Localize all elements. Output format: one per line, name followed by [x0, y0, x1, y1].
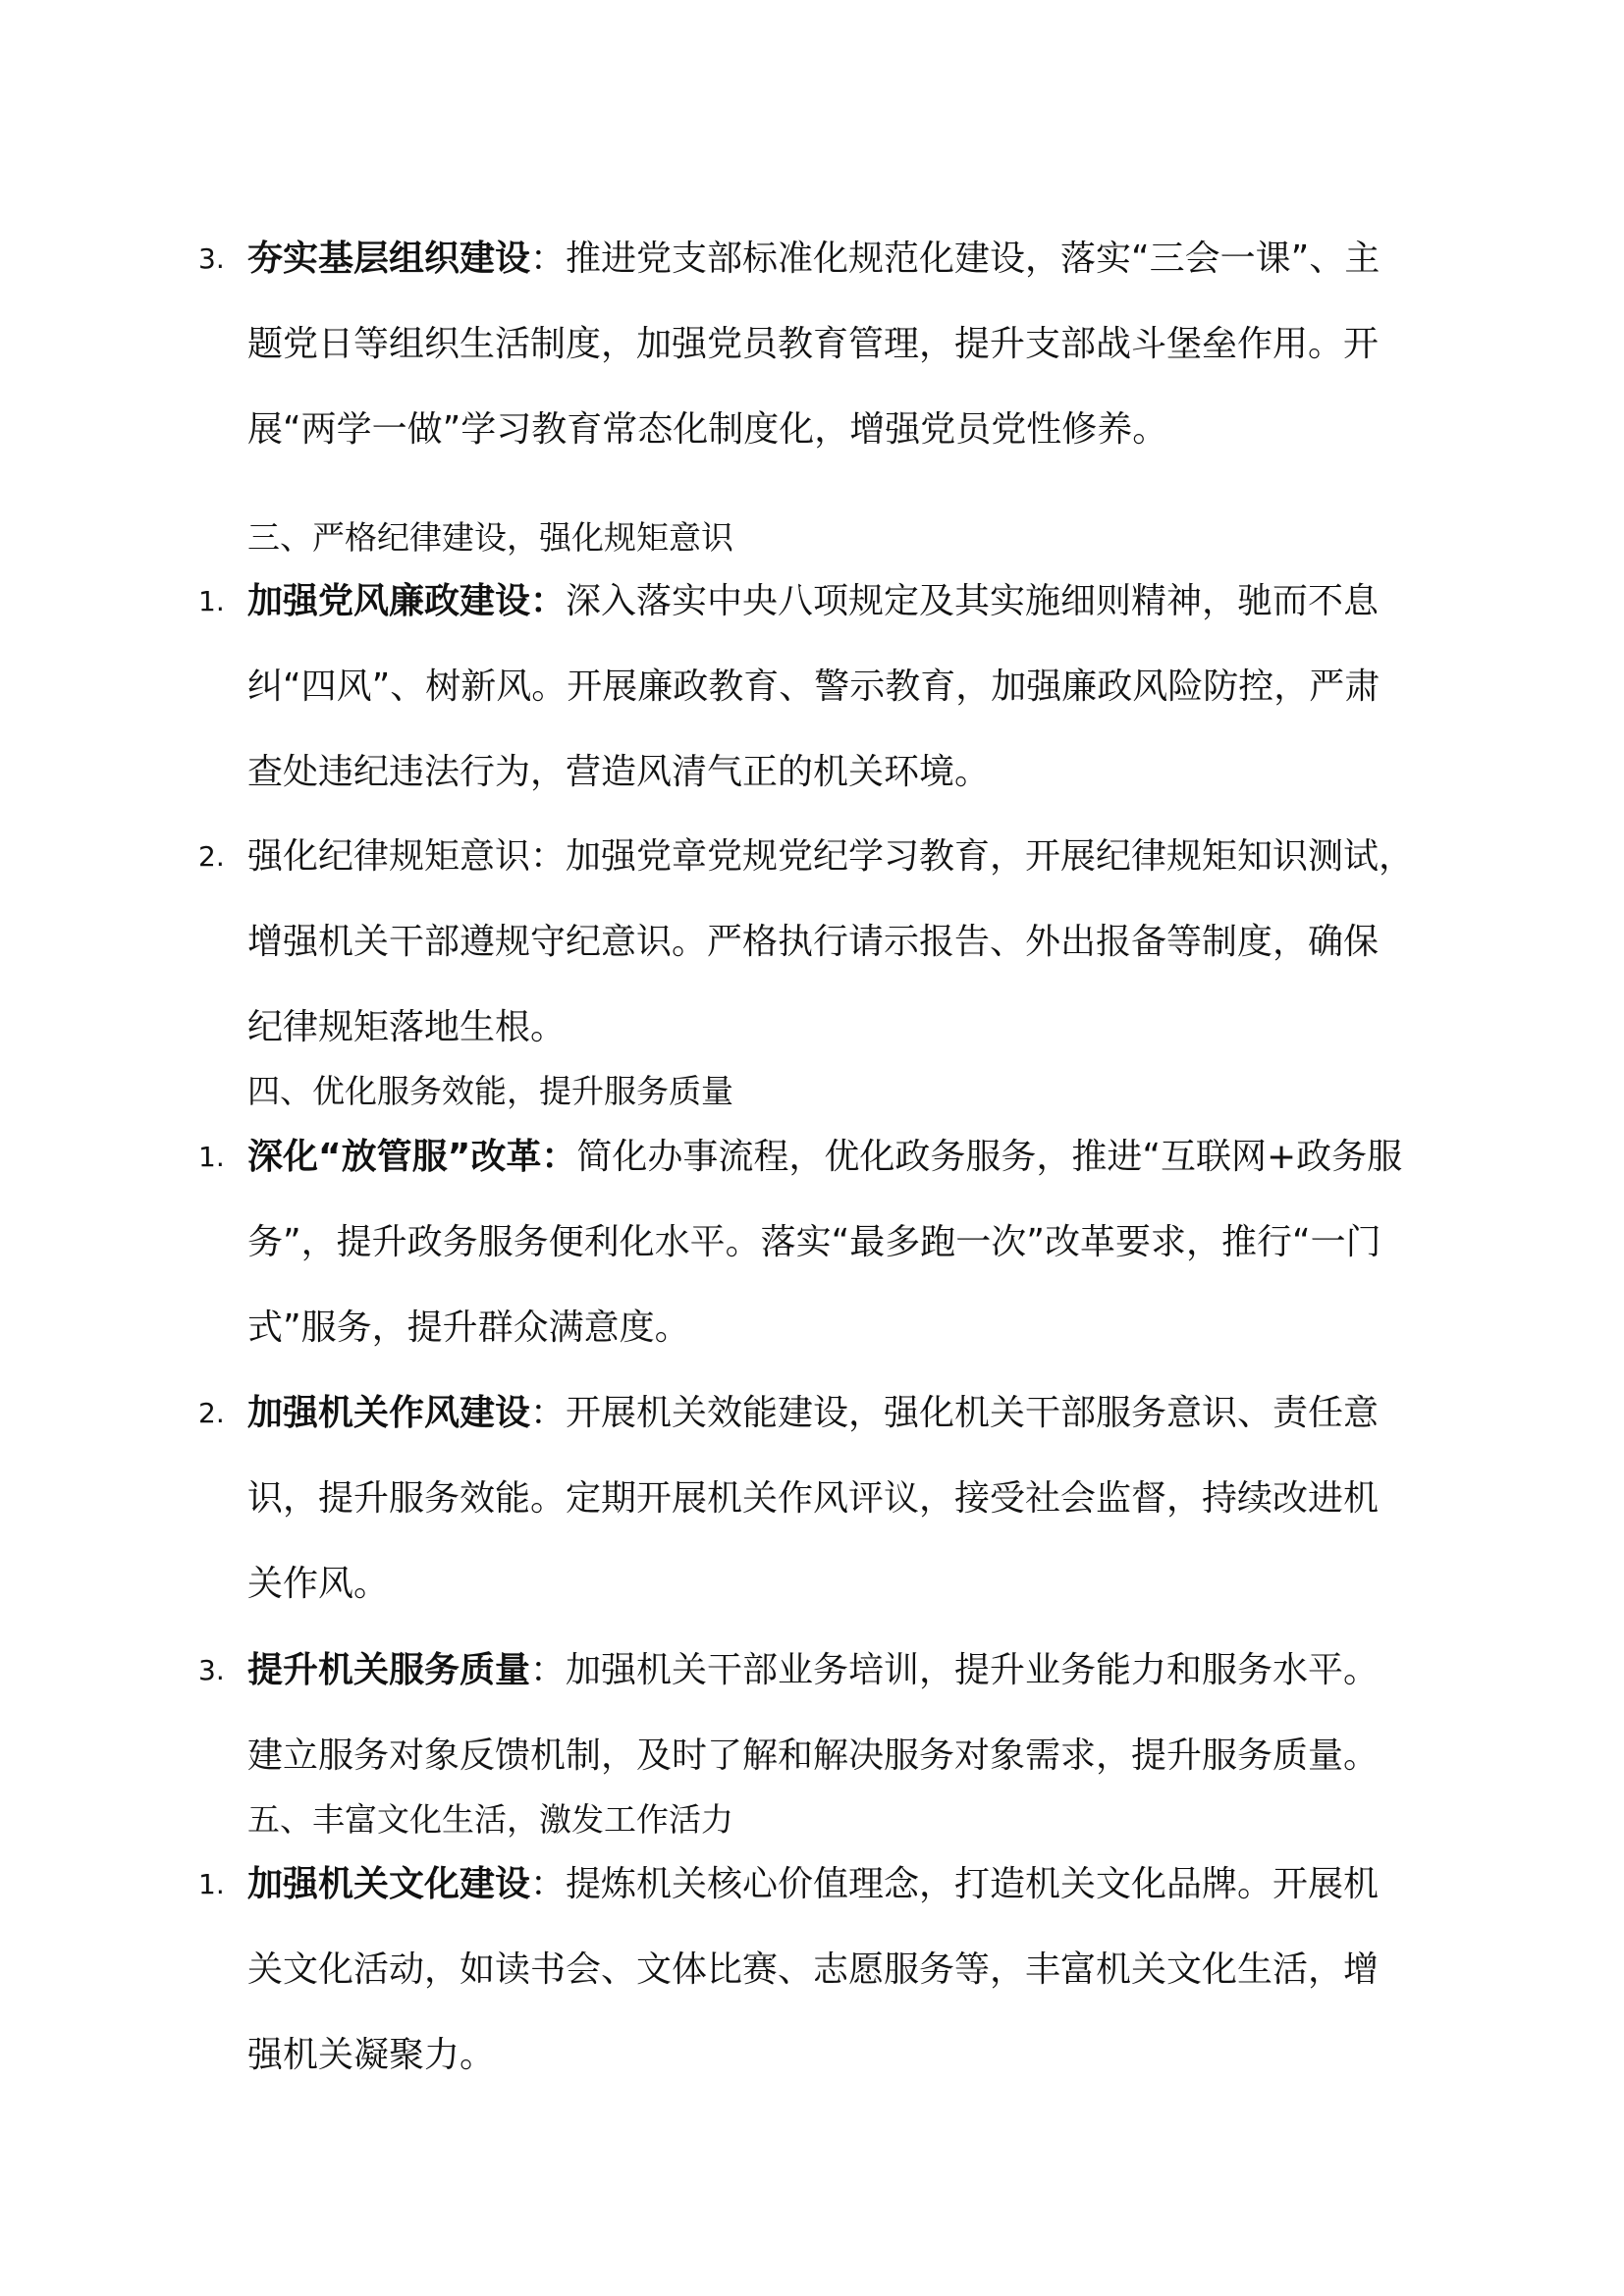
list-item — [198, 559, 1426, 815]
line-text: 展“两学一做”学习教育常态化制度化，增强党员党性修养。 — [247, 409, 1168, 450]
list-item — [198, 1628, 1426, 1798]
line-text: 关文化活动，如读书会、文体比赛、志愿服务等，丰富机关文化生活，增 — [247, 1949, 1380, 1990]
line-text: ：推进党支部标准化规范化建设，落实“三会一课”、主 — [530, 239, 1380, 279]
paragraph-line — [247, 1927, 1426, 2012]
line-text: 式”服务，提升群众满意度。 — [247, 1308, 690, 1348]
line-text: ：加强机关干部业务培训，提升业务能力和服务水平。 — [530, 1650, 1380, 1690]
item-title: 提升机关服务质量 — [247, 1650, 531, 1690]
line-text: 强化纪律规矩意识：加强党章党规党纪学习教育，开展纪律规矩知识测试， — [247, 836, 1415, 877]
line-text: 强机关凝聚力。 — [247, 2035, 496, 2075]
list-item — [198, 814, 1426, 1070]
list-number: 3. — [198, 1654, 225, 1686]
list-item — [198, 1370, 1426, 1627]
paragraph-line — [247, 985, 1426, 1070]
list-item — [198, 1842, 1426, 2098]
list-number: 1. — [198, 1868, 225, 1900]
paragraph-line — [247, 301, 1426, 387]
paragraph-line — [247, 1628, 1426, 1713]
section-heading: 四、优化服务效能，提升服务质量 — [247, 1072, 733, 1110]
line-text: 简化办事流程，优化政务服务，推进“互联网+政务服 — [576, 1137, 1403, 1177]
paragraph-line — [247, 559, 1426, 644]
line-text: 识，提升服务效能。定期开展机关作风评议，接受社会监督，持续改进机 — [247, 1478, 1380, 1519]
list-number: 1. — [198, 585, 225, 617]
paragraph-line — [247, 1200, 1426, 1285]
paragraph-line — [247, 899, 1426, 985]
item-title: 夯实基层组织建设 — [247, 239, 531, 279]
paragraph-line — [247, 1370, 1426, 1456]
line-text: 务”，提升政务服务便利化水平。落实“最多跑一次”改革要求，推行“一门 — [247, 1222, 1381, 1262]
section-heading: 五、丰富文化生活，激发工作活力 — [247, 1800, 733, 1839]
line-text: ：开展机关效能建设，强化机关干部服务意识、责任意 — [530, 1393, 1380, 1433]
item-title: 加强机关文化建设 — [247, 1864, 531, 1904]
list-item — [198, 216, 1426, 472]
paragraph-line — [247, 1285, 1426, 1370]
list-number: 2. — [198, 840, 225, 873]
paragraph-line — [247, 644, 1426, 729]
item-title: 加强党风廉政建设： — [247, 581, 567, 621]
paragraph-line — [247, 1114, 1426, 1200]
item-title: 深化“放管服”改革： — [247, 1137, 577, 1177]
line-text: ：提炼机关核心价值理念，打造机关文化品牌。开展机 — [530, 1864, 1380, 1904]
list-number: 2. — [198, 1397, 225, 1429]
line-text: 纠“四风”、树新风。开展廉政教育、警示教育，加强廉政风险防控，严肃 — [247, 667, 1380, 707]
paragraph-line — [247, 1842, 1426, 1927]
list-number: 3. — [198, 242, 225, 275]
item-title: 加强机关作风建设 — [247, 1393, 531, 1433]
section-heading: 三、严格纪律建设，强化规矩意识 — [247, 518, 733, 557]
line-text: 关作风。 — [247, 1564, 390, 1604]
list-number: 1. — [198, 1141, 225, 1173]
paragraph-line — [247, 1541, 1426, 1627]
line-text: 深入落实中央八项规定及其实施细则精神，驰而不息 — [566, 581, 1380, 621]
list-item — [198, 1114, 1426, 1370]
line-text: 题党日等组织生活制度，加强党员教育管理，提升支部战斗堡垒作用。开 — [247, 324, 1380, 364]
line-text: 增强机关干部遵规守纪意识。严格执行请示报告、外出报备等制度，确保 — [247, 922, 1380, 962]
paragraph-line — [247, 387, 1426, 472]
line-text: 建立服务对象反馈机制，及时了解和解决服务对象需求，提升服务质量。 — [247, 1735, 1380, 1776]
line-text: 纪律规矩落地生根。 — [247, 1007, 567, 1047]
paragraph-line — [247, 216, 1426, 301]
paragraph-line — [247, 2012, 1426, 2098]
paragraph-line — [247, 1456, 1426, 1541]
paragraph-line — [247, 814, 1426, 899]
paragraph-line — [247, 1713, 1426, 1798]
paragraph-line — [247, 729, 1426, 815]
line-text: 查处违纪违法行为，营造风清气正的机关环境。 — [247, 752, 991, 792]
